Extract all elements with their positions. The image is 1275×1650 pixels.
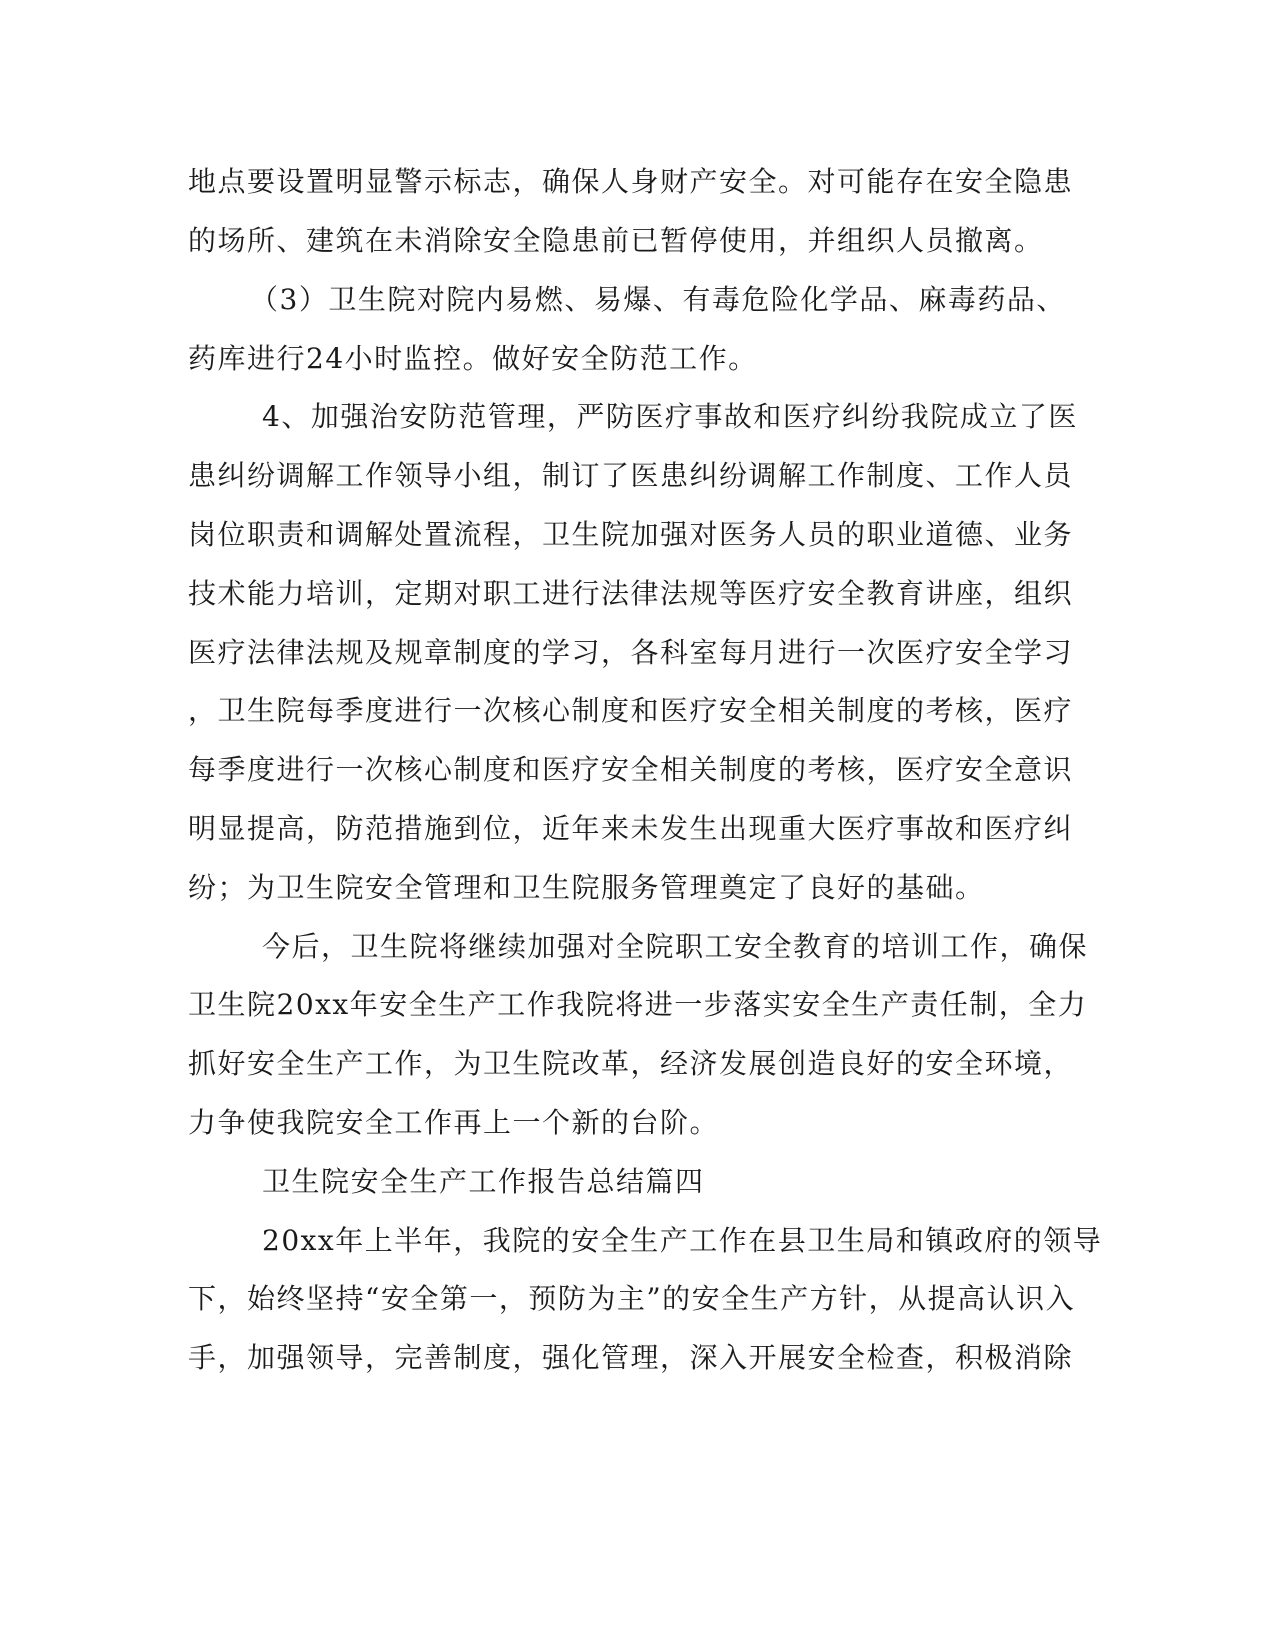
text-line: 技术能力培训，定期对职工进行法律法规等医疗安全教育讲座，组织 xyxy=(188,577,1074,610)
text-line: 每季度进行一次核心制度和医疗安全相关制度的考核，医疗安全意识 xyxy=(188,753,1074,786)
text-line: 卫生院20xx年安全生产工作我院将进一步落实安全生产责任制，全力 xyxy=(188,988,1088,1021)
text-line: 4、加强治安防范管理，严防医疗事故和医疗纠纷我院成立了医 xyxy=(262,400,1078,433)
text-line: 药库进行24小时监控。做好安全防范工作。 xyxy=(188,342,758,375)
text-line: 患纠纷调解工作领导小组，制订了医患纠纷调解工作制度、工作人员 xyxy=(188,459,1074,492)
section-heading: 卫生院安全生产工作报告总结篇四 xyxy=(262,1165,705,1198)
text-line: ，卫生院每季度进行一次核心制度和医疗安全相关制度的考核，医疗 xyxy=(188,694,1074,727)
text-line: 下，始终坚持“安全第一，预防为主”的安全生产方针，从提高认识入 xyxy=(188,1282,1076,1315)
text-line: 医疗法律法规及规章制度的学习，各科室每月进行一次医疗安全学习 xyxy=(188,636,1074,669)
text-line: 纷；为卫生院安全管理和卫生院服务管理奠定了良好的基础。 xyxy=(188,871,985,904)
text-line: 岗位职责和调解处置流程，卫生院加强对医务人员的职业道德、业务 xyxy=(188,518,1074,551)
text-line: 抓好安全生产工作，为卫生院改革，经济发展创造良好的安全环境， xyxy=(188,1047,1074,1080)
text-line: 手，加强领导，完善制度，强化管理，深入开展安全检查，积极消除 xyxy=(188,1341,1074,1374)
text-line: （3）卫生院对院内易燃、易爆、有毒危险化学品、麻毒药品、 xyxy=(250,283,1066,316)
text-line: 20xx年上半年，我院的安全生产工作在县卫生局和镇政府的领导 xyxy=(262,1224,1103,1257)
text-line: 明显提高，防范措施到位，近年来未发生出现重大医疗事故和医疗纠 xyxy=(188,812,1074,845)
text-line: 地点要设置明显警示标志，确保人身财产安全。对可能存在安全隐患 xyxy=(188,165,1074,198)
text-line: 的场所、建筑在未消除安全隐患前已暂停使用，并组织人员撤离。 xyxy=(188,224,1044,257)
text-line: 力争使我院安全工作再上一个新的台阶。 xyxy=(188,1106,720,1139)
text-line: 今后，卫生院将继续加强对全院职工安全教育的培训工作，确保 xyxy=(262,930,1089,963)
